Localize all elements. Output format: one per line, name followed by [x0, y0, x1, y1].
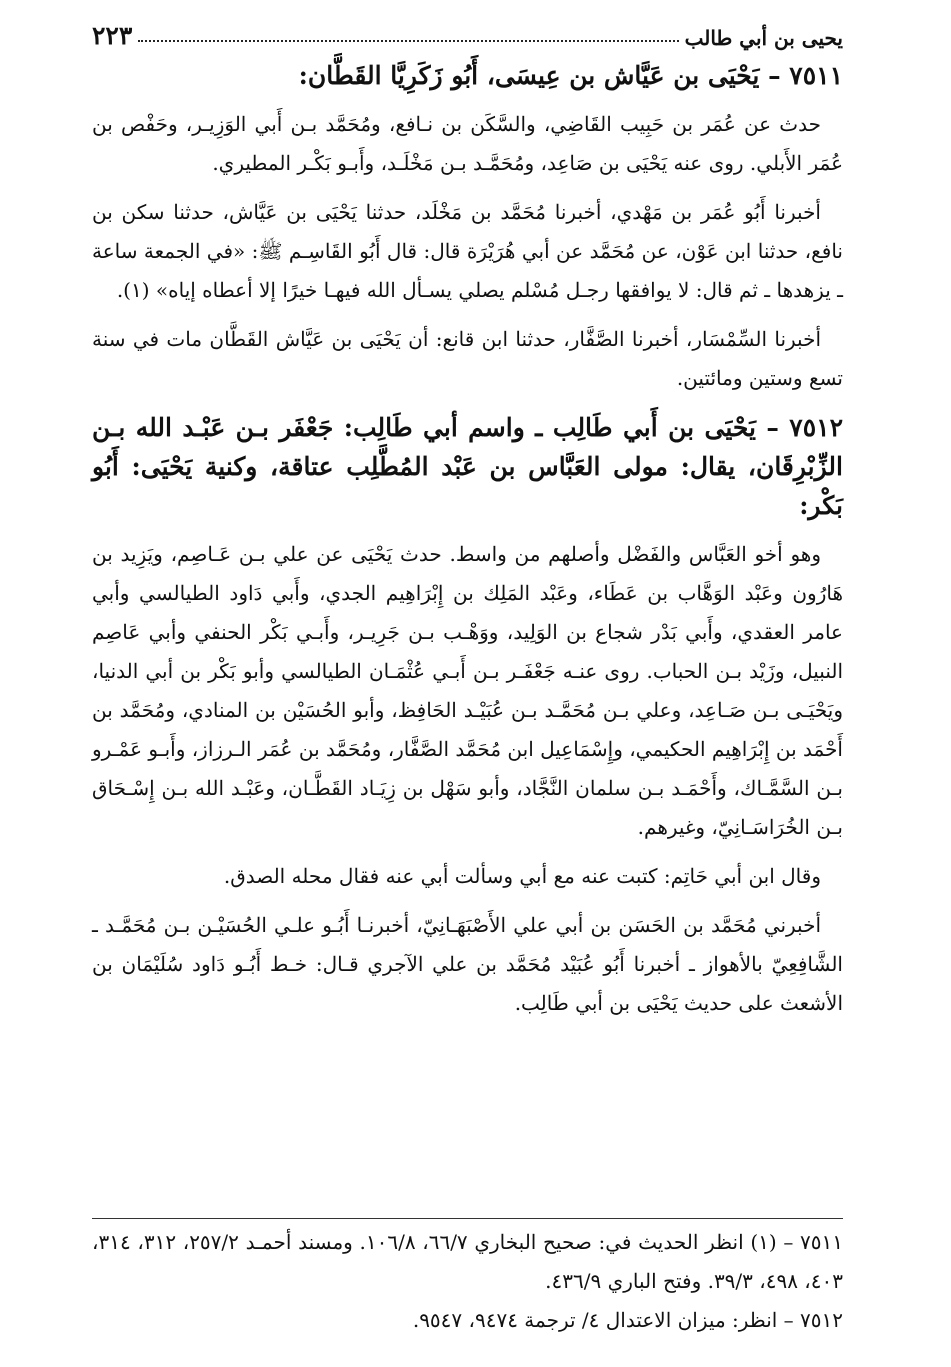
- entry-7512-body: [92, 535, 843, 847]
- entry-7511-death: [92, 320, 843, 398]
- entry-7512-paragraph: وقال ابن أبي حَاتِم: كتبت عنه مع أبي وسألت أبي عنه فقال محله الصدق.: [223, 864, 821, 888]
- footnotes: [92, 1218, 843, 1340]
- entry-7511-paragraph: أخبرنا السِّمْسَار، أخبرنا الصَّفَّار، حدثنا ابن قانع: أن يَحْيَى بن عَيَّاش القَطَّان مات في سنة تسع وستين ومائتين.: [92, 327, 843, 390]
- entry-7512-quote: [92, 857, 843, 896]
- footnote: ٧٥١٢ – انظر: ميزان الاعتدال ٤/ ترجمة ٩٤٧٤، ٩٥٤٧.: [412, 1308, 843, 1332]
- entry-7512-paragraph: أخبرني مُحَمَّد بن الحَسَن بن أبي علي الأَصْبَهَـانِيّ، أخبرنـا أَبُـو علـي الحُسَيْـن بـن مُحَمَّـد ـ الشَّافِعِيّ بالأهواز ـ أخبرنا أَبُو عُبَيْد مُحَمَّد بن علي الآجري قـال: خـط أَبُـو دَاود سُلَيْمَان بن الأشعث على حديث يَحْيَى بن أبي طَالِب.: [92, 913, 843, 1015]
- entry-7511-paragraph: حدث عن عُمَر بن حَبِيب القَاضِي، والسَّكَن بن نـافع، ومُحَمَّد بـن أَبي الوَزِيـر، وحَفْص بن عُمَر الأَبلي. روى عنه يَحْيَى بن صَاعِد، ومُحَمَّـد بـن مَخْلَـد، وأَبـو بَكْـر المطيري.: [92, 112, 843, 175]
- entry-7511-body: [92, 105, 843, 183]
- page-header: [92, 8, 843, 50]
- entry-7512-isnad: [92, 906, 843, 1023]
- entry-7512-paragraph: وهو أخو العَبَّاس والفَضْل وأصلهم من واسط. حدث يَحْيَى عن علي بـن عَـاصِم، ويَزِيد بن هَارُون وعَبْد الوَهَّاب بن عَطَاء، وعَبْد المَلِك بن إِبْرَاهِيم الجدي، وأَبي دَاود الطيالسي وأبي عامر العقدي، وأَبي بَدْر شجاع بن الوَلِيد، ووَهْـب بـن جَرِيـر، وأَبـي بَكْر الحنفي وأبي عَاصِم النبيل، وزَيْد بـن الحباب. روى عنـه جَعْفَـر بـن أَبـي عُثْمَـان الطيالسي وأبو بَكْر بن أبي الدنيا، ويَحْيَـى بـن صَـاعِد، وعلي بـن مُحَمَّـد بـن عُبَيْـد الحَافِظ، وأبو الحُسَيْن بن المنادي، ومُحَمَّد بن أَحْمَد بن إِبْرَاهِيم الحكيمي، وإِسْمَاعِيل ابن مُحَمَّد الصَّفَّار، ومُحَمَّد بن عُمَر الـرزاز، وأَبـو عَمْـرو بـن السَّمَّـاك، وأَحْمَـد بـن سلمان النَّجَّاد، وأبو سَهْل بن زِيَـاد القَطَّـان، وعَبْـد الله بـن إِسْـحَاق بـن الخُرَاسَـانِيّ، وغيرهم.: [91, 542, 844, 839]
- page-number: ٢٢٣: [92, 21, 133, 50]
- entry-7512-heading: ٧٥١٢ – يَحْيَى بن أَبي طَالِب ـ واسم أبي طَالِب: جَعْفَر بـن عَبْـد الله بـن الزِّبْرِقَان، يقال: مولى العَبَّاس بن عَبْد المُطَّلِب عتاقة، وكنية يَحْيَى: أَبُو بَكْر:: [92, 413, 843, 520]
- entry-7511-paragraph: أخبرنا أَبُو عُمَر بن مَهْدي، أخبرنا مُحَمَّد بن مَخْلَد، حدثنا يَحْيَى بن عَيَّاش، حدثنا سكن بن نافع، حدثنا ابن عَوْن، عن مُحَمَّد عن أبي هُرَيْرَة قال: قال أَبُو القَاسِـم ﷺ: «في الجمعة ساعة ـ يزهدها ـ ثم قال: لا يوافقها رجـل مُسْلم يصلي يسـأل الله فيهـا خيرًا إلا أعطاه إياه» (١).: [92, 200, 843, 302]
- leader-dots: [138, 39, 678, 42]
- entry-7511-heading: ٧٥١١ – يَحْيَى بن عَيَّاش بن عِيسَى، أَبُو زَكَرِيَّا القَطَّان:: [298, 61, 843, 90]
- footnote: ٧٥١١ – (١) انظر الحديث في: صحيح البخاري ٦٦/٧، ١٠٦/٨. ومسند أحمـد ٢٥٧/٢، ٣١٢، ٣١٤، ٤٠٣، ٤٩٨، ٣٩/٣. وفتح الباري ٤٣٦/٩.: [92, 1230, 843, 1293]
- entry-7511-hadith: [92, 193, 843, 310]
- running-title: يحيى بن أبي طالب: [684, 26, 843, 50]
